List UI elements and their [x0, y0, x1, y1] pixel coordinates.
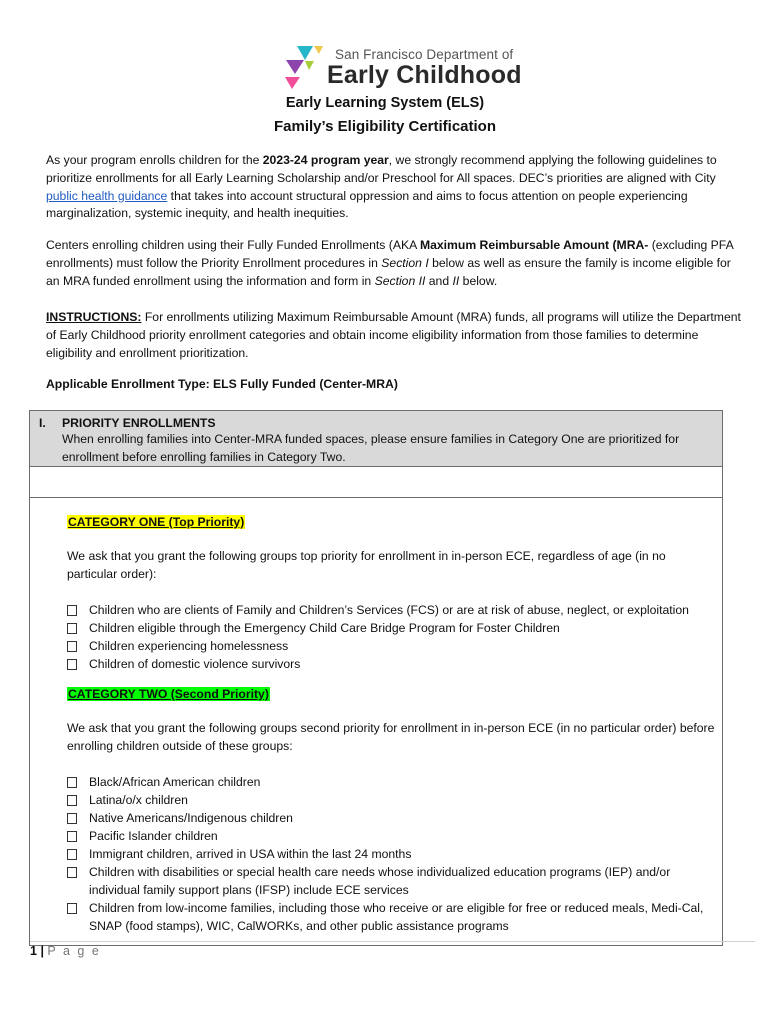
document-subtitle: Family’s Eligibility Certification [274, 118, 496, 135]
checkbox-icon[interactable] [67, 867, 77, 878]
checkbox-icon[interactable] [67, 831, 77, 842]
instructions-label: INSTRUCTIONS: [46, 310, 142, 324]
checkbox-icon[interactable] [67, 623, 77, 634]
empty-row [30, 467, 722, 498]
list-item: Children with disabilities or special health care needs whose individualized education programs (IEP) and/or individual family support plans (IFSP) include ECE services [67, 863, 717, 899]
checkbox-icon[interactable] [67, 813, 77, 824]
list-item: Children from low-income families, including those who receive or are eligible for free or reduced meals, Medi-Cal, SNAP (food stamps), WIC, CalWORKs, and other public assistance programs [67, 899, 717, 935]
list-item: Black/African American children [67, 773, 717, 791]
list-item: Immigrant children, arrived in USA within the last 24 months [67, 845, 717, 863]
footer-separator: | [40, 944, 44, 958]
document-title: Early Learning System (ELS) [285, 95, 485, 111]
category-one-instructions: We ask that you grant the following groups top priority for enrollment in in-person ECE, regardless of age (in no particular order): [67, 549, 666, 581]
category-two-list [67, 773, 717, 935]
section-header [30, 411, 722, 467]
list-item: Children experiencing homelessness [67, 637, 717, 655]
checkbox-icon[interactable] [67, 777, 77, 788]
footer-divider [30, 941, 755, 942]
list-item: Latina/o/x children [67, 791, 717, 809]
instructions-paragraph: INSTRUCTIONS: For enrollments utilizing Maximum Reimbursable Amount (MRA) funds, all programs will utilize the Department of Early Childhood priority enrollment categories and obtain income eligibility information from those families to determine eligibility and enrollment prioritization. [46, 310, 741, 360]
category-one-label: CATEGORY ONE (Top Priority) [68, 515, 245, 529]
sf-dec-logo [283, 44, 523, 92]
checkbox-icon[interactable] [67, 605, 77, 616]
list-item: Pacific Islander children [67, 827, 717, 845]
section-numeral: I. [39, 416, 46, 430]
logo-name-text: Early Childhood [327, 61, 522, 89]
checkbox-icon[interactable] [67, 641, 77, 652]
enrollment-type: Applicable Enrollment Type: ELS Fully Funded (Center-MRA) [46, 377, 398, 391]
public-health-guidance-link[interactable]: public health guidance [46, 188, 168, 203]
priority-enrollments-table [29, 410, 723, 946]
checkbox-icon[interactable] [67, 849, 77, 860]
section-description: When enrolling families into Center-MRA funded spaces, please ensure families in Category One are prioritized for enrollment before enrolling families in Category Two. [62, 432, 680, 464]
list-item: Children eligible through the Emergency Child Care Bridge Program for Foster Children [67, 619, 717, 637]
logo-department-text: San Francisco Department of [335, 47, 514, 62]
checkbox-icon[interactable] [67, 659, 77, 670]
list-item: Native Americans/Indigenous children [67, 809, 717, 827]
page-label: P a g e [47, 944, 101, 958]
section-heading: PRIORITY ENROLLMENTS [62, 416, 216, 430]
category-two-instructions: We ask that you grant the following groups second priority for enrollment in in-person ECE (in no particular order) before enrolling children outside of these groups: [67, 721, 715, 753]
category-one-list [67, 601, 717, 673]
checkbox-icon[interactable] [67, 903, 77, 914]
list-item: Children who are clients of Family and Children’s Services (FCS) or are at risk of abuse, neglect, or exploitation [67, 601, 717, 619]
checkbox-icon[interactable] [67, 795, 77, 806]
list-item: Children of domestic violence survivors [67, 655, 717, 673]
intro-paragraph: As your program enrolls children for the 2023-24 program year, we strongly recommend applying the following guidelines to prioritize enrollments for all Early Learning Scholarship and/or Preschool for All spaces. DEC’s priorities are aligned with City public health guidance that takes into account structural oppression and aims to focus attention on people experiencing marginalization, systemic inequity, and health inequities. [46, 153, 717, 221]
centers-paragraph: Centers enrolling children using their Fully Funded Enrollments (AKA Maximum Reimbursable Amount (MRA- (excluding PFA enrollments) must follow the Priority Enrollment procedures in Section I below as well as ensure the family is income eligible for an MRA funded enrollment using the information and form in Section II and II below. [46, 238, 734, 288]
logo-mark-icon [283, 44, 327, 90]
page-footer [30, 944, 101, 958]
category-two-label: CATEGORY TWO (Second Priority) [68, 687, 269, 701]
page-number: 1 [30, 944, 37, 958]
